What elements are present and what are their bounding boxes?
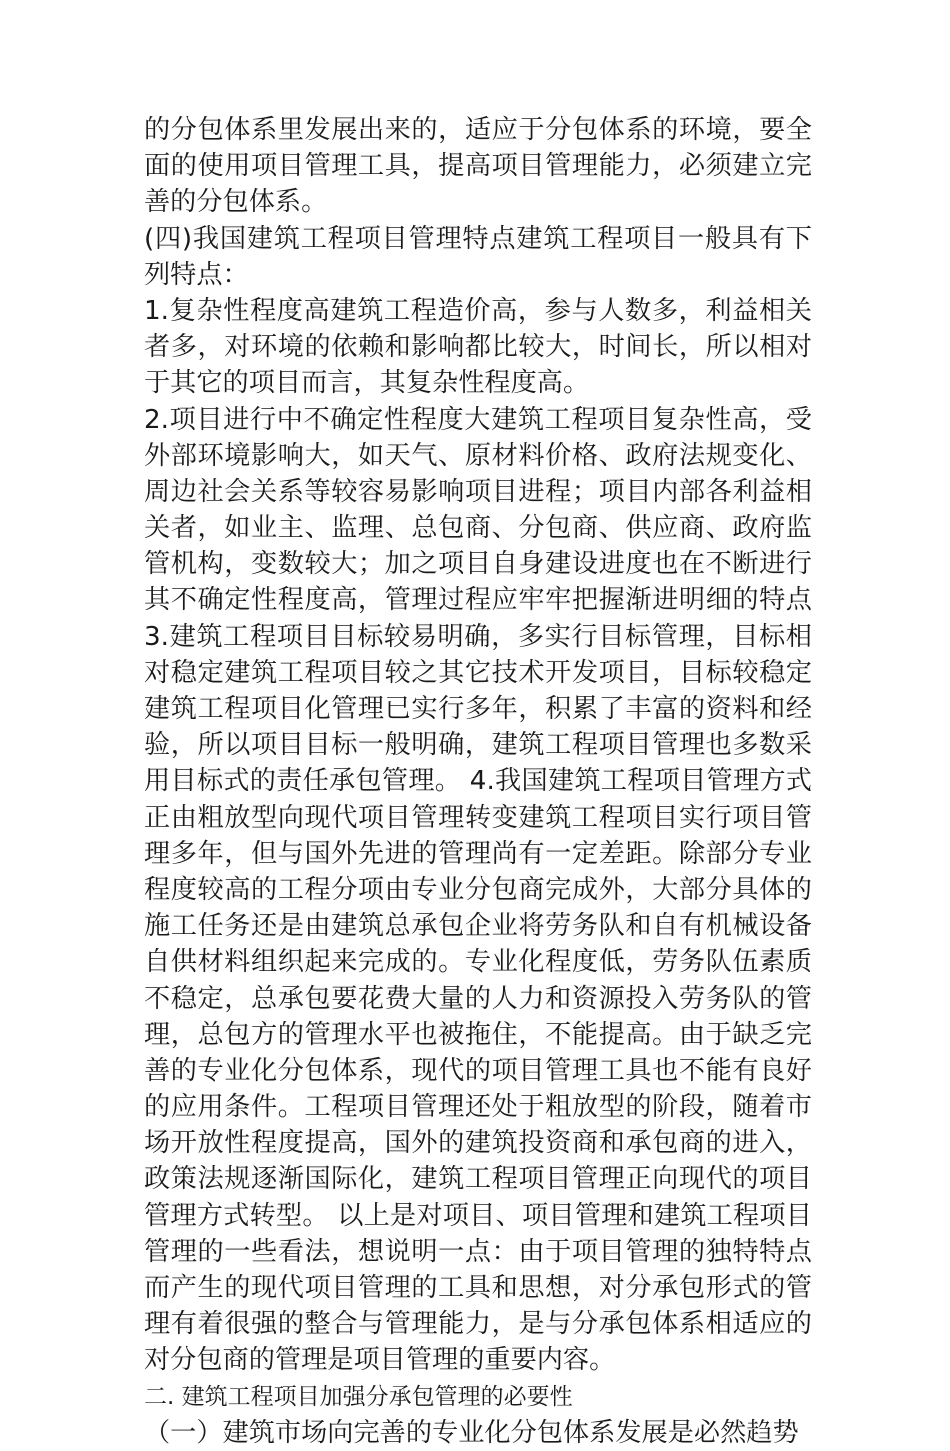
- text-line: 的应用条件。工程项目管理还处于粗放型的阶段，随着市: [144, 1092, 812, 1123]
- text-line: 的分包体系里发展出来的，适应于分包体系的环境，要全: [144, 115, 812, 145]
- chapter-heading: 二. 建筑工程项目加强分承包管理的必要性: [144, 1383, 573, 1410]
- text-line: 周边社会关系等较容易影响项目进程；项目内部各利益相: [144, 476, 812, 507]
- text-line: 政策法规逐渐国际化，建筑工程项目管理正向现代的项目: [144, 1164, 812, 1195]
- text-line: 于其它的项目而言，其复杂性程度高。: [144, 368, 590, 399]
- text-line: 对分包商的管理是项目管理的重要内容。: [144, 1345, 616, 1376]
- text-line: 对稳定建筑工程项目较之其它技术开发项目，目标较稳定: [144, 657, 812, 688]
- list-item-line: 2.项目进行中不确定性程度大建筑工程项目复杂性高，受: [144, 404, 812, 435]
- text-line: 关者，如业主、监理、总包商、分包商、供应商、政府监: [144, 513, 812, 544]
- text-line: 自供材料组织起来完成的。专业化程度低，劳务队伍素质: [144, 947, 812, 978]
- text-line: 正由粗放型向现代项目管理转变建筑工程项目实行项目管: [144, 802, 812, 833]
- text-line: 其不确定性程度高，管理过程应牢牢把握渐进明细的特点: [144, 585, 812, 616]
- text-line: 面的使用项目管理工具，提高项目管理能力，必须建立完: [144, 151, 812, 182]
- text-line: 管机构，变数较大；加之项目自身建设进度也在不断进行: [144, 549, 812, 580]
- text-line: 验，所以项目目标一般明确，建筑工程项目管理也多数采: [144, 730, 812, 761]
- subsection-heading: （一）建筑市场向完善的专业化分包体系发展是必然趋势: [144, 1417, 799, 1448]
- list-item-line: 1.复杂性程度高建筑工程造价高，参与人数多，利益相关: [144, 295, 812, 326]
- text-line: 外部环境影响大，如天气、原材料价格、政府法规变化、: [144, 440, 812, 471]
- text-line: 理，总包方的管理水平也被拖住，不能提高。由于缺乏完: [144, 1019, 812, 1050]
- text-line: 建筑工程项目化管理已实行多年，积累了丰富的资料和经: [144, 694, 812, 724]
- list-item-line: 3.建筑工程项目目标较易明确，多实行目标管理，目标相: [144, 621, 812, 652]
- text-line: 善的分包体系。: [144, 187, 328, 218]
- text-line: 管理方式转型。 以上是对项目、项目管理和建筑工程项目: [144, 1200, 812, 1231]
- text-line: 列特点：: [144, 259, 249, 290]
- text-line: 理有着很强的整合与管理能力，是与分承包体系相适应的: [144, 1309, 812, 1340]
- text-line: 理多年，但与国外先进的管理尚有一定差距。除部分专业: [144, 838, 812, 869]
- text-line: 善的专业化分包体系，现代的项目管理工具也不能有良好: [144, 1055, 812, 1086]
- text-line: 场开放性程度提高，国外的建筑投资商和承包商的进入，: [144, 1128, 812, 1159]
- text-line: 施工任务还是由建筑总承包企业将劳务队和自有机械设备: [144, 911, 812, 942]
- document-body: [144, 112, 812, 1451]
- text-line: 程度较高的工程分项由专业分包商完成外，大部分具体的: [144, 874, 812, 905]
- text-line: 不稳定，总承包要花费大量的人力和资源投入劳务队的管: [144, 983, 812, 1014]
- text-line: 者多，对环境的依赖和影响都比较大，时间长，所以相对: [144, 332, 812, 363]
- section-heading-line: (四)我国建筑工程项目管理特点建筑工程项目一般具有下: [144, 223, 812, 254]
- text-line: 用目标式的责任承包管理。 4.我国建筑工程项目管理方式: [144, 766, 812, 797]
- text-line: 而产生的现代项目管理的工具和思想，对分承包形式的管: [144, 1273, 812, 1303]
- text-line: 管理的一些看法，想说明一点：由于项目管理的独特特点: [144, 1236, 812, 1267]
